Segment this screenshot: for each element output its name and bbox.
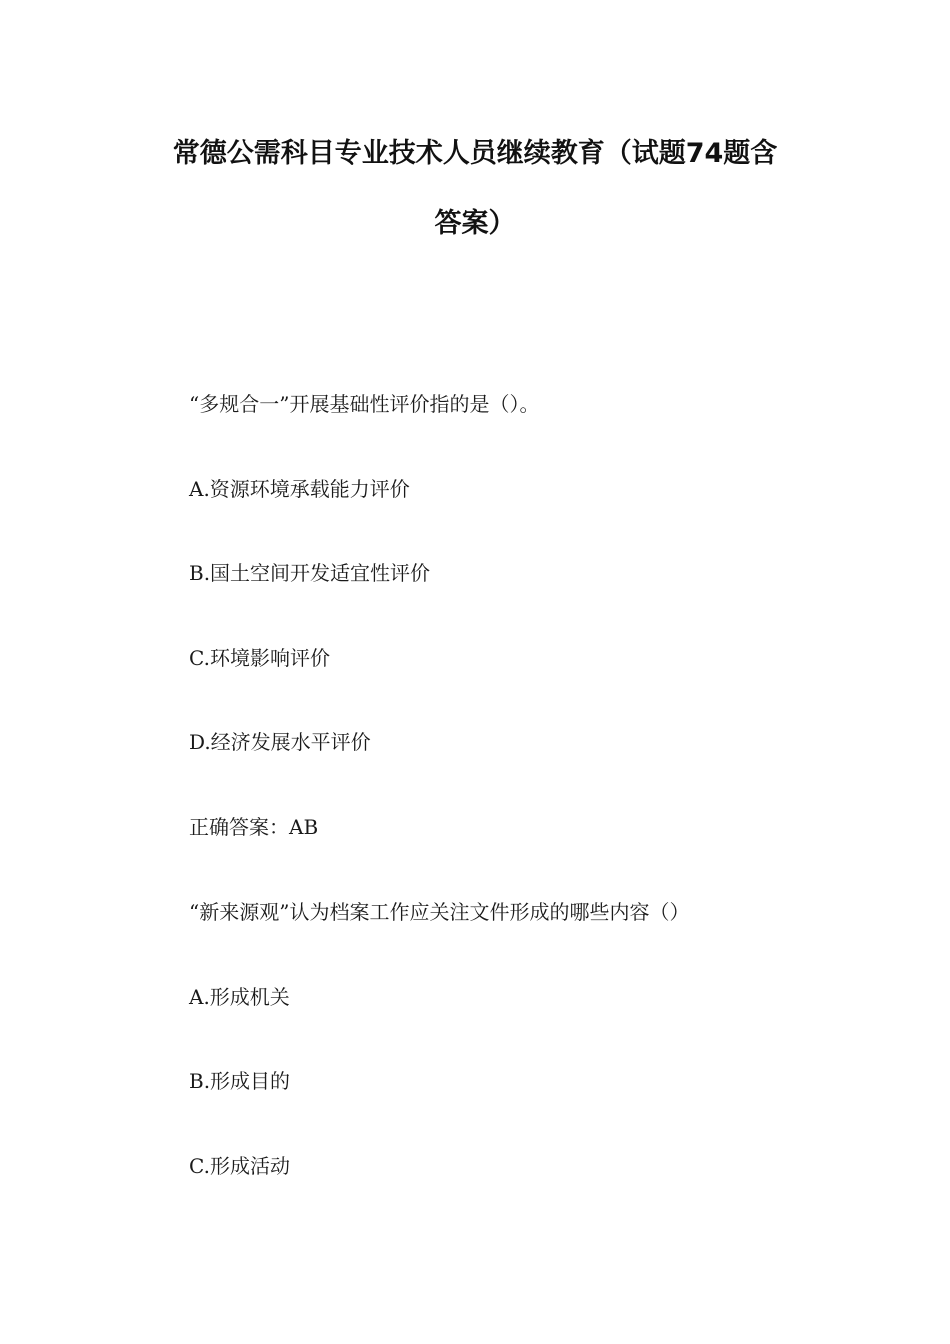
- question-1-option-c: C.环境影响评价: [189, 646, 330, 670]
- document-title-line-1: 常德公需科目专业技术人员继续教育（试题74题含: [172, 138, 778, 169]
- document-title-line-2: 答案）: [434, 208, 516, 239]
- question-1-answer: 正确答案：AB: [189, 815, 319, 839]
- question-1-option-b: B.国土空间开发适宜性评价: [189, 561, 431, 585]
- question-2-option-c: C.形成活动: [189, 1154, 290, 1178]
- question-2-option-b: B.形成目的: [189, 1069, 291, 1093]
- question-1-stem: “多规合一”开展基础性评价指的是（）。: [189, 392, 540, 416]
- question-1-option-d: D.经济发展水平评价: [189, 730, 371, 754]
- question-1-option-a: A.资源环境承载能力评价: [189, 477, 410, 501]
- question-2-option-a: A.形成机关: [189, 985, 290, 1009]
- question-2-stem: “新来源观”认为档案工作应关注文件形成的哪些内容（）: [189, 900, 690, 924]
